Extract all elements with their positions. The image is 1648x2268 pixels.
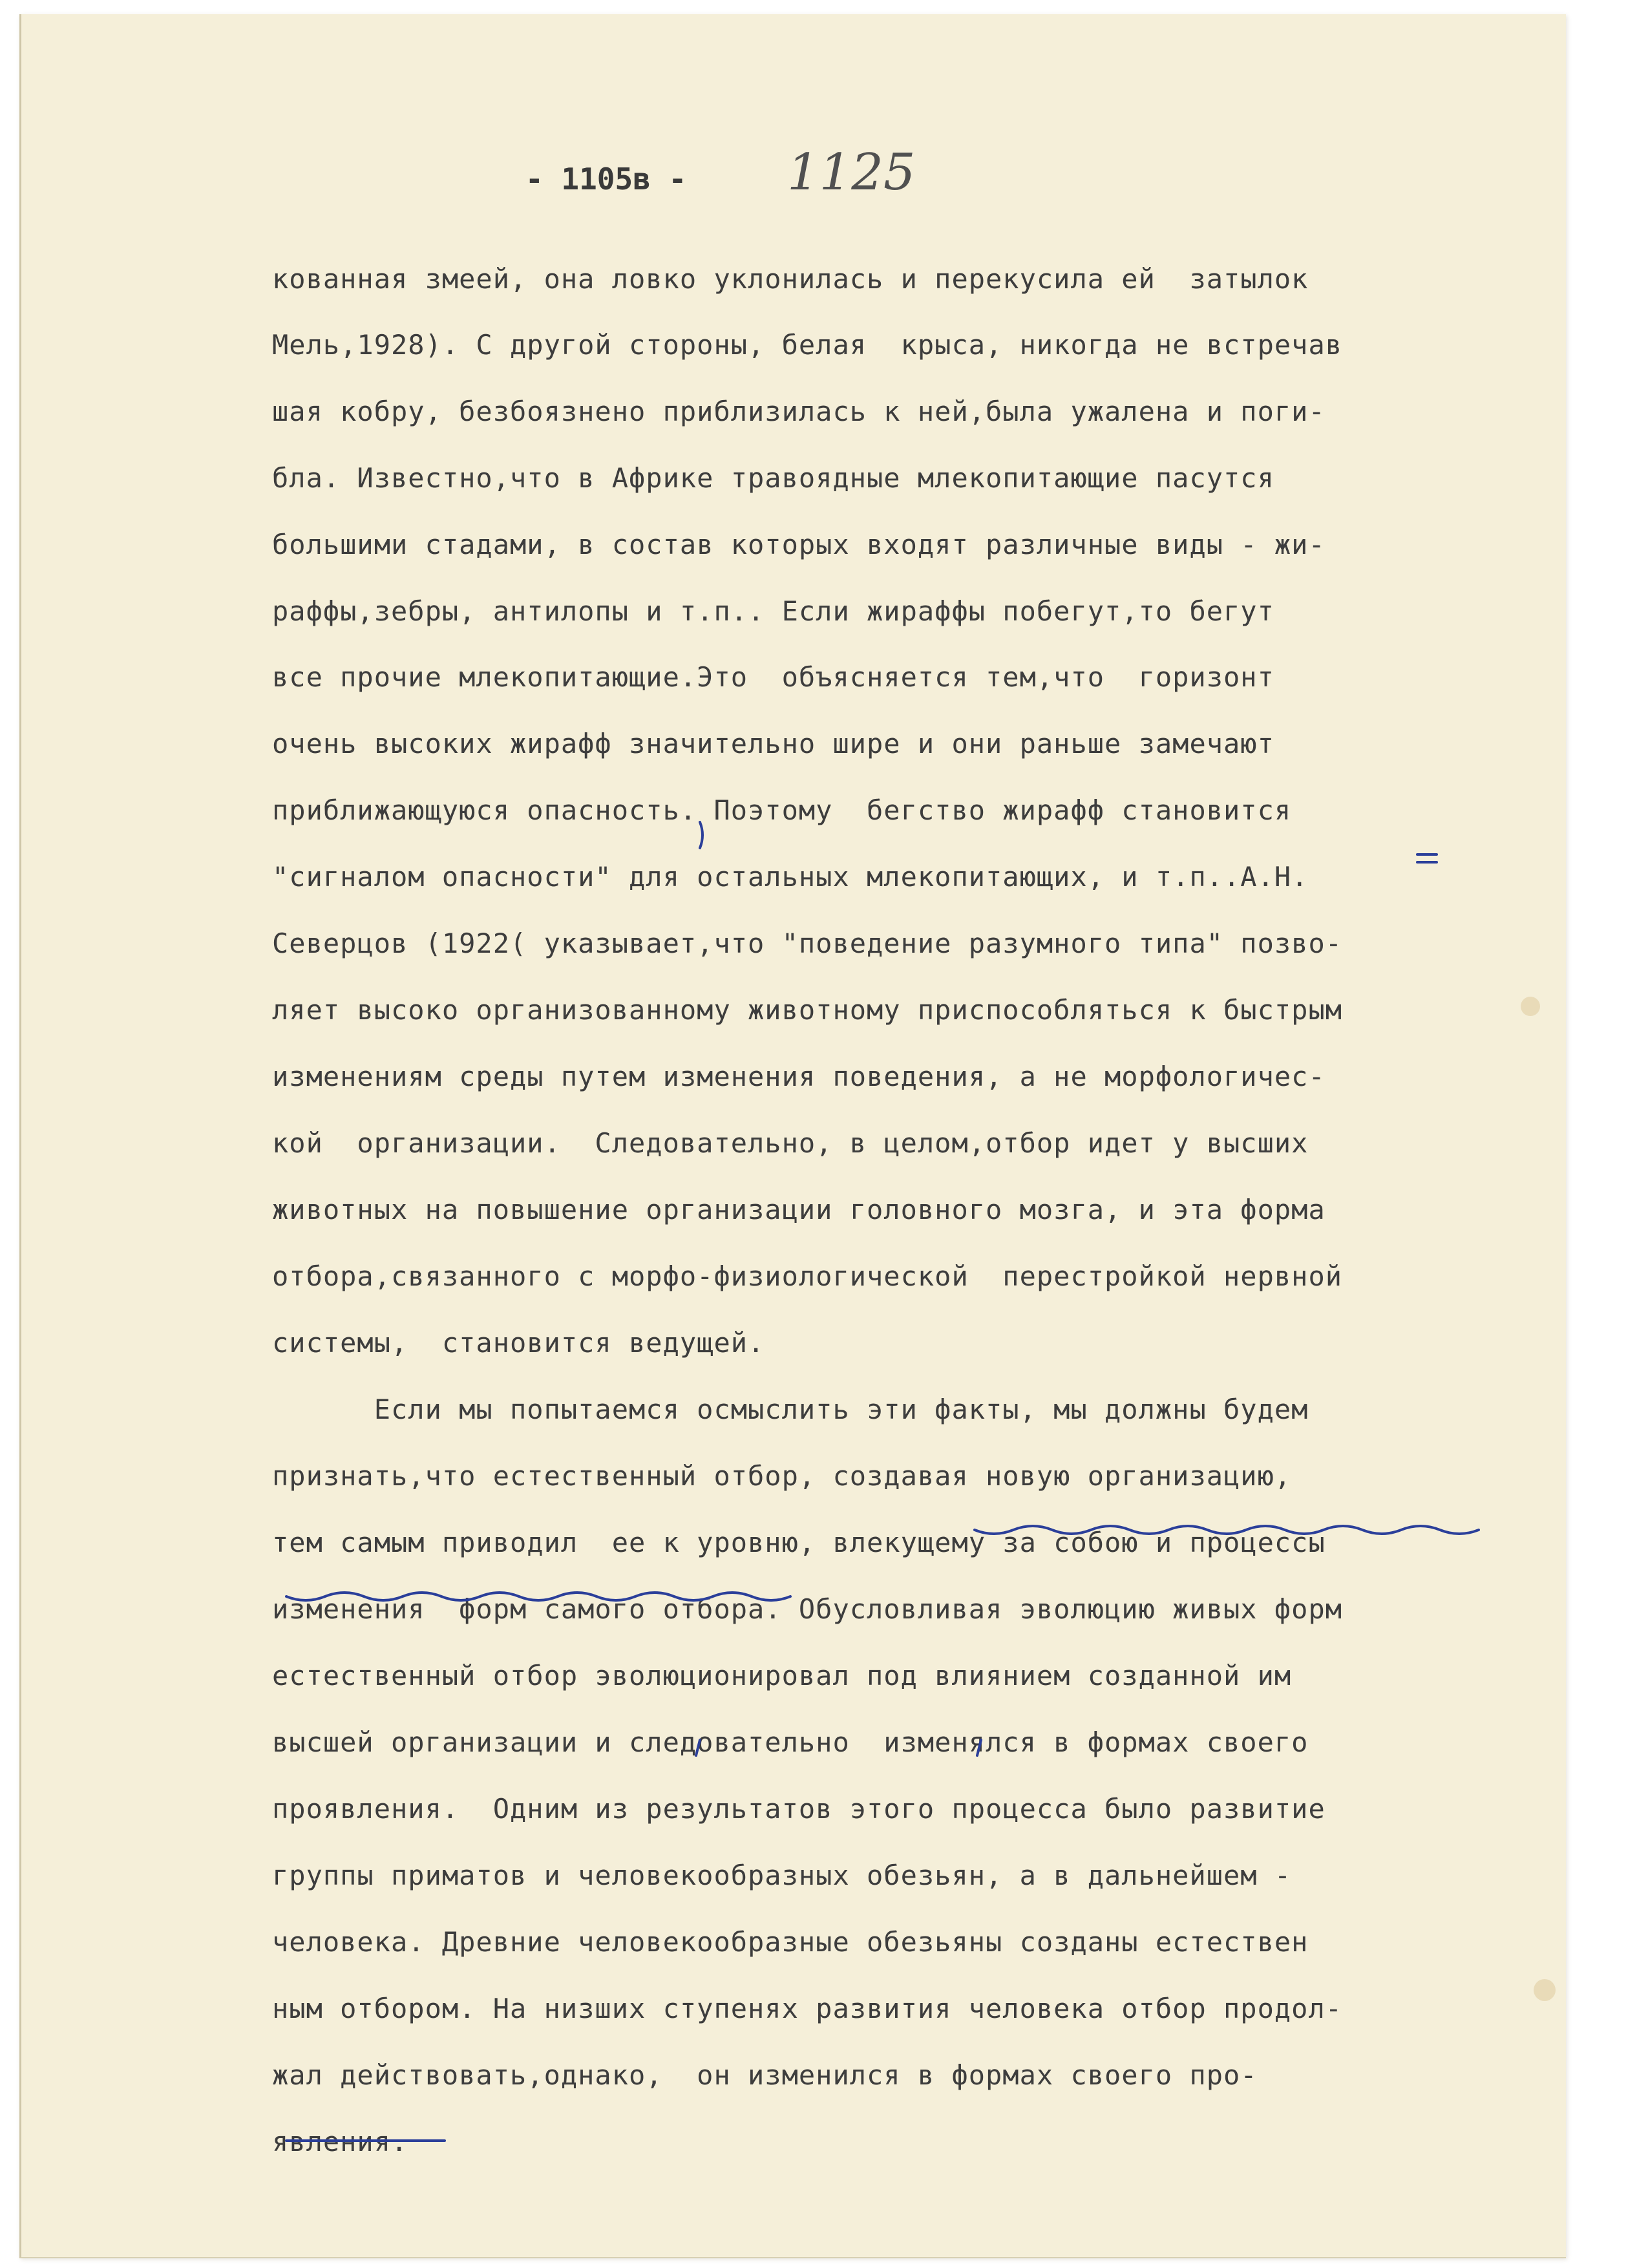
text-line: Если мы попытаемся осмыслить эти факты, мы должны будем <box>272 1394 1309 1425</box>
text-line: Северцов (1922( указывает,что "поведение разумного типа" позво- <box>272 927 1343 959</box>
text-line: проявления. Одним из результатов этого процесса было развитие <box>272 1793 1326 1825</box>
comma-insert-mark <box>977 1740 981 1755</box>
text-line: группы приматов и человекообразных обезьян, а в дальнейшем - <box>272 1860 1292 1891</box>
comma-insert-mark <box>696 1740 700 1755</box>
text-line: изменениям среды путем изменения поведения, а не морфологичес- <box>272 1061 1326 1092</box>
text-line: жал действовать,однако, он изменился в формах своего про- <box>272 2059 1258 2091</box>
wavy-underline <box>286 1593 790 1600</box>
text-line: отбора,связанного с морфо-физиологической перестройкой нервной <box>272 1260 1343 1292</box>
wavy-underline <box>975 1526 1479 1534</box>
typed-page-number: - 1105в - <box>525 162 687 196</box>
text-line: очень высоких жирафф значительно шире и они раньше замечают <box>272 728 1274 759</box>
text-line: естественный отбор эволюционировал под влиянием созданной им <box>272 1660 1292 1691</box>
text-line: ным отбором. На низших ступенях развития человека отбор продол- <box>272 1993 1343 2024</box>
text-line: человека. Древние человекообразные обезьяны созданы естествен <box>272 1926 1309 1958</box>
correction-mark <box>1417 854 1437 862</box>
text-line: кой организации. Следовательно, в целом,отбор идет у высших <box>272 1127 1309 1159</box>
typewritten-page <box>19 14 1566 2258</box>
text-line: тем самым приводил ее к уровню, влекущему за собою и процессы <box>272 1527 1326 1558</box>
text-line: приближающуюся опасность. Поэтому бегство жирафф становится <box>272 794 1292 826</box>
handwritten-page-number: 1125 <box>787 143 916 202</box>
text-line: большими стадами, в состав которых входят различные виды - жи- <box>272 529 1326 560</box>
text-line: системы, становится ведущей. <box>272 1327 765 1359</box>
text-line: изменения форм самого отбора. Обусловливая эволюцию живых форм <box>272 1593 1343 1625</box>
text-line: явления. <box>272 2126 408 2157</box>
text-line: признать,что естественный отбор, создавая новую организацию, <box>272 1460 1292 1492</box>
text-line: высшей организации и следовательно изменялся в формах своего <box>272 1726 1309 1758</box>
text-line: раффы,зебры, антилопы и т.п.. Если жираффы побегут,то бегут <box>272 595 1274 627</box>
text-line: все прочие млекопитающие.Это объясняется тем,что горизонт <box>272 661 1274 693</box>
text-line: Мель,1928). С другой стороны, белая крыса, никогда не встречав <box>272 329 1343 361</box>
text-line: бла. Известно,что в Африке травоядные млекопитающие пасутся <box>272 462 1274 494</box>
text-line: "сигналом опасности" для остальных млекопитающих, и т.п..А.Н. <box>272 861 1309 893</box>
text-line: ляет высоко организованному животному приспособляться к быстрым <box>272 994 1343 1026</box>
text-line: кованная змеей, она ловко уклонилась и перекусила ей затылок <box>272 263 1309 295</box>
correction-mark <box>700 822 703 848</box>
pen-annotations <box>21 14 1566 2257</box>
text-line: шая кобру, безбоязнено приблизилась к ней,была ужалена и поги- <box>272 396 1326 427</box>
text-line: животных на повышение организации головного мозга, и эта форма <box>272 1194 1326 1225</box>
